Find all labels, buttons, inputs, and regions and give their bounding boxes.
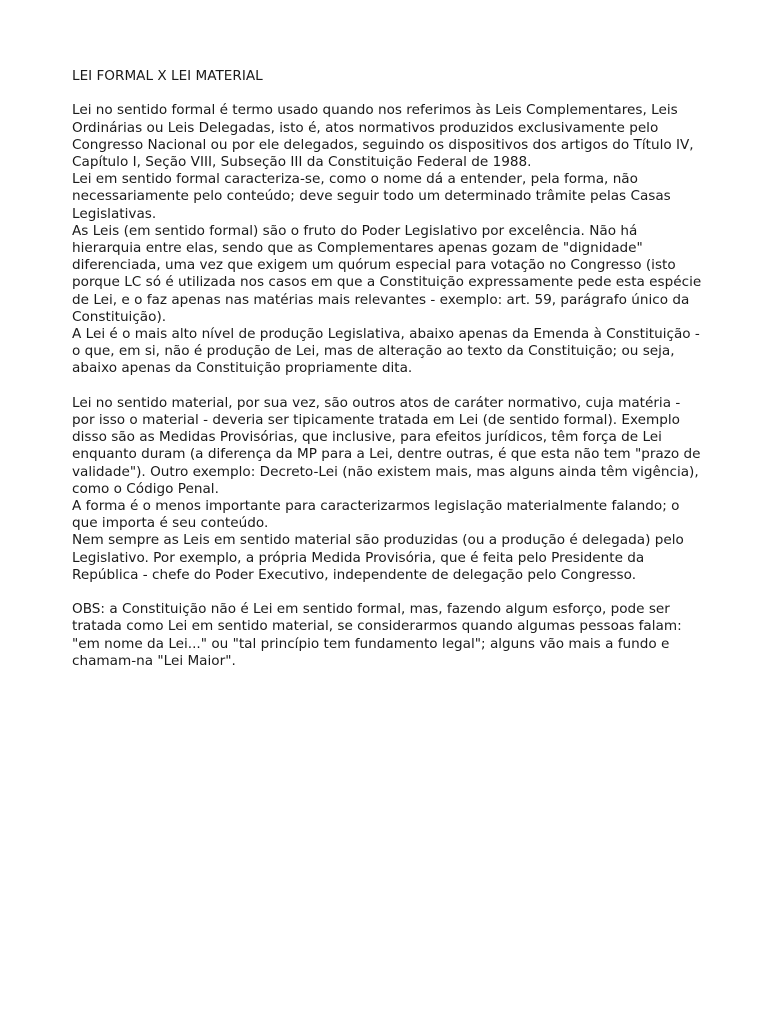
section-lei-formal	[72, 102, 702, 377]
section-obs	[72, 601, 702, 670]
paragraph: Lei em sentido formal caracteriza-se, como o nome dá a entender, pela forma, não necessariamente pelo conteúdo; deve seguir todo um determinado trâmite pelas Casas Legislativas.	[72, 171, 671, 222]
paragraph: As Leis (em sentido formal) são o fruto do Poder Legislativo por excelência. Não há hierarquia entre elas, sendo que as Complementares apenas gozam de "dignidade" diferenciada, uma vez que exigem um quórum especial para votação no Congresso (isto porque LC só é utilizada nos casos em que a Constituição expressamente pede esta espécie de Lei, e o faz apenas nas matérias mais relevantes - exemplo: art. 59, parágrafo único da Constituição).	[72, 222, 702, 325]
paragraph: OBS: a Constituição não é Lei em sentido formal, mas, fazendo algum esforço, pode ser tratada como Lei em sentido material, se considerarmos quando algumas pessoas falam: "em nome da Lei..." ou "tal princípio tem fundamento legal"; alguns vão mais a fundo e chamam-na "Lei Maior".	[72, 601, 682, 669]
paragraph: A Lei é o mais alto nível de produção Legislativa, abaixo apenas da Emenda à Constituição - o que, em si, não é produção de Lei, mas de alteração ao texto da Constituição; ou seja, abaixo apenas da Constituição propriamente dita.	[72, 326, 700, 377]
document-title: LEI FORMAL X LEI MATERIAL	[72, 68, 263, 84]
paragraph: Nem sempre as Leis em sentido material são produzidas (ou a produção é delegada) pelo Legislativo. Por exemplo, a própria Medida Provisória, que é feita pelo Presidente da República - chefe do Poder Executivo, independente de delegação pelo Congresso.	[72, 532, 684, 583]
section-lei-material	[72, 395, 702, 584]
paragraph: Lei no sentido formal é termo usado quando nos referimos às Leis Complementares, Leis Ordinárias ou Leis Delegadas, isto é, atos normativos produzidos exclusivamente pelo Congresso Nacional ou por ele delegados, seguindo os dispositivos dos artigos do Título IV, Capítulo I, Seção VIII, Subseção III da Constituição Federal de 1988.	[72, 102, 694, 170]
paragraph: A forma é o menos importante para caracterizarmos legislação materialmente falando; o que importa é seu conteúdo.	[72, 498, 680, 532]
document-page	[72, 68, 702, 687]
paragraph: Lei no sentido material, por sua vez, são outros atos de caráter normativo, cuja matéria - por isso o material - deveria ser tipicamente tratada em Lei (de sentido formal). Exemplo disso são as Medidas Provisórias, que inclusive, para efeitos jurídicos, têm força de Lei enquanto duram (a diferença da MP para a Lei, dentre outras, é que esta não tem "prazo de validade"). Outro exemplo: Decreto-Lei (não existem mais, mas alguns ainda têm vigência), como o Código Penal.	[72, 394, 701, 497]
